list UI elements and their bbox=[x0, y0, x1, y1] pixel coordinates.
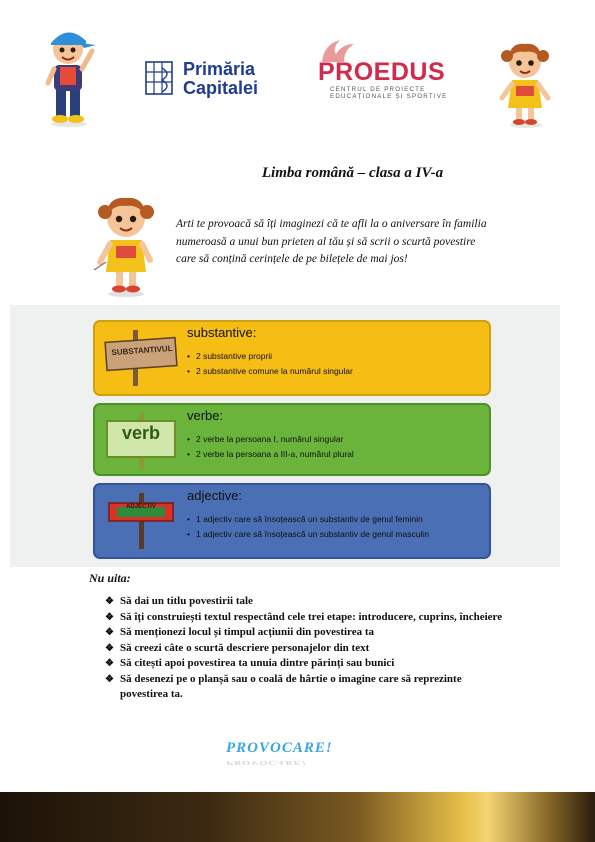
challenge-heading: PROVOCARE! bbox=[226, 740, 333, 756]
arti-girl-illustration bbox=[92, 190, 158, 298]
list-item: • 2 substantive proprii bbox=[187, 349, 353, 364]
verbs-heading: verbe: bbox=[187, 408, 224, 423]
adjectives-heading: adjective: bbox=[187, 488, 242, 503]
verbs-sign-label: verb bbox=[121, 423, 161, 443]
primaria-line2: Capitalei bbox=[183, 78, 259, 98]
proedus-sub1: CENTRUL DE PROIECTE bbox=[330, 86, 426, 93]
card-nouns bbox=[93, 320, 491, 396]
wooden-sign-icon bbox=[103, 328, 179, 386]
card-verbs bbox=[93, 403, 491, 476]
verbs-list bbox=[187, 432, 354, 462]
list-item: ❖ Să creezi câte o scurtă descriere personajelor din text bbox=[105, 641, 505, 657]
primaria-emblem-icon bbox=[144, 60, 176, 96]
list-item: ❖ Să îți construiești textul respectând cele trei etape: introducere, cuprins, încheiere bbox=[105, 610, 505, 626]
list-item: ❖ Să dai un titlu povestirii tale bbox=[105, 594, 505, 610]
nouns-heading: substantive: bbox=[187, 325, 257, 340]
list-item: • 2 verbe la persoana a III-a, numărul plural bbox=[187, 447, 354, 462]
list-item: ❖ Să desenezi pe o planșă sau o coală de hârtie o imagine care să reprezinte povestirea ta. bbox=[105, 672, 505, 703]
list-item: ❖ Să citești apoi povestirea ta unuia dintre părinți sau bunici bbox=[105, 656, 505, 672]
page-title: Limba română – clasa a IV-a bbox=[261, 165, 444, 181]
list-item: • 2 verbe la persoana I, numărul singular bbox=[187, 432, 354, 447]
nouns-sign-label: SUBSTANTIVUL bbox=[111, 343, 173, 358]
list-item: • 1 adjectiv care să însoțească un substantiv de genul feminin bbox=[187, 512, 429, 527]
intro-paragraph: Arti te provoacă să îți imaginezi că te afli la o aniversare în familia numeroasă a unui bun prieten al tău și să scrii o scurtă povestire care să conțină cerințele de pe bilețele de mai jos! bbox=[176, 218, 487, 265]
list-item: • 1 adjectiv care să însoțească un substantiv de genul masculin bbox=[187, 527, 429, 542]
primaria-line1: Primăria bbox=[183, 59, 256, 79]
card-adjectives bbox=[93, 483, 491, 559]
girl-cartoon-illustration bbox=[496, 38, 554, 128]
proedus-logo-subtitle bbox=[330, 86, 447, 100]
reminder-label: Nu uita: bbox=[89, 571, 131, 585]
proedus-logo-name: PROEDUS bbox=[318, 58, 446, 86]
challenge-reflection: PROVOCARE! bbox=[226, 759, 307, 767]
reminder-list bbox=[105, 594, 505, 703]
nouns-list bbox=[187, 349, 353, 379]
footer-band bbox=[0, 792, 595, 842]
proedus-sub2: EDUCAȚIONALE ȘI SPORTIVE bbox=[330, 93, 448, 100]
red-sign-icon bbox=[103, 491, 179, 549]
boy-cartoon-illustration bbox=[40, 25, 98, 127]
list-item: • 2 substantive comune la numărul singular bbox=[187, 364, 353, 379]
list-item: ❖ Să menționezi locul și timpul acțiunii din povestirea ta bbox=[105, 625, 505, 641]
adjectives-sign-label: ADJECTIV bbox=[126, 504, 156, 510]
primaria-logo-text bbox=[183, 60, 258, 98]
adjectives-list bbox=[187, 512, 429, 542]
